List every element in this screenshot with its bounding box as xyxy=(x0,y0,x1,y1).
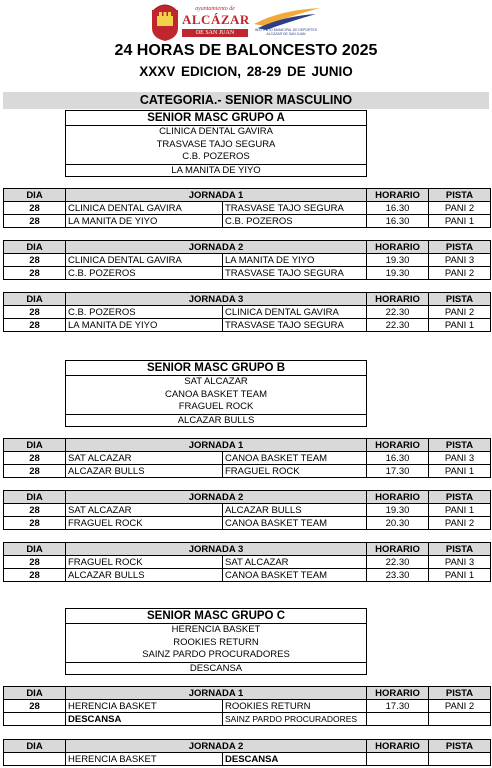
match-away: CANOA BASKET TEAM xyxy=(223,569,367,582)
match-court: PANI 1 xyxy=(429,215,491,228)
match-home: C.B. POZEROS xyxy=(66,306,223,319)
dia-header: DIA xyxy=(4,241,66,254)
group-title: SENIOR MASC GRUPO A xyxy=(66,111,366,126)
group-team: ROOKIES RETURN xyxy=(173,636,259,648)
round-header: JORNADA 2 xyxy=(66,491,367,504)
horario-header: HORARIO xyxy=(367,687,429,700)
schedule-table-a-j1 xyxy=(3,188,491,228)
table-row xyxy=(4,202,491,215)
match-away: ALCAZAR BULLS xyxy=(223,504,367,517)
match-day: 28 xyxy=(4,215,66,228)
horario-header: HORARIO xyxy=(367,189,429,202)
page-title: 24 HORAS DE BALONCESTO 2025 xyxy=(114,42,378,59)
match-day: 28 xyxy=(4,306,66,319)
match-day: 28 xyxy=(4,319,66,332)
round-header: JORNADA 1 xyxy=(66,189,367,202)
table-header-row xyxy=(4,491,491,504)
horario-header: HORARIO xyxy=(367,740,429,753)
match-away: TRASVASE TAJO SEGURA xyxy=(223,202,367,215)
match-home: HERENCIA BASKET xyxy=(66,753,223,766)
match-time: 19.30 xyxy=(367,267,429,280)
dia-header: DIA xyxy=(4,439,66,452)
match-time: 19.30 xyxy=(367,254,429,267)
table-row xyxy=(4,267,491,280)
match-court: PANI 2 xyxy=(429,700,491,713)
match-time: 17.30 xyxy=(367,700,429,713)
horario-header: HORARIO xyxy=(367,543,429,556)
group-team: ALCAZAR BULLS xyxy=(66,414,366,427)
dia-header: DIA xyxy=(4,491,66,504)
match-away: TRASVASE TAJO SEGURA xyxy=(223,319,367,332)
match-time xyxy=(367,753,429,766)
schedule-table-b-j1 xyxy=(3,438,491,478)
table-row xyxy=(4,517,491,530)
match-home: CLINICA DENTAL GAVIRA xyxy=(66,202,223,215)
dia-header: DIA xyxy=(4,740,66,753)
schedule-table-c-j2 xyxy=(3,739,491,766)
match-time: 16.30 xyxy=(367,202,429,215)
match-home: HERENCIA BASKET xyxy=(66,700,223,713)
match-away: LA MANITA DE YIYO xyxy=(223,254,367,267)
table-row xyxy=(4,306,491,319)
match-court: PANI 3 xyxy=(429,452,491,465)
match-home: LA MANITA DE YIYO xyxy=(66,319,223,332)
match-away: ROOKIES RETURN xyxy=(223,700,367,713)
group-a-box xyxy=(65,110,367,177)
table-header-row xyxy=(4,189,491,202)
match-home: LA MANITA DE YIYO xyxy=(66,215,223,228)
match-time: 22.30 xyxy=(367,319,429,332)
match-time: 17.30 xyxy=(367,465,429,478)
match-time: 19.30 xyxy=(367,504,429,517)
match-day xyxy=(4,753,66,766)
match-away: SAINZ PARDO PROCURADORES xyxy=(223,713,367,726)
pista-header: PISTA xyxy=(429,189,491,202)
match-away: C.B. POZEROS xyxy=(223,215,367,228)
group-team: FRAGUEL ROCK xyxy=(178,401,254,412)
table-row xyxy=(4,700,491,713)
table-row xyxy=(4,713,491,726)
table-row xyxy=(4,452,491,465)
match-court xyxy=(429,713,491,726)
match-day: 28 xyxy=(4,267,66,280)
match-home: SAT ALCAZAR xyxy=(66,504,223,517)
match-home: ALCAZAR BULLS xyxy=(66,465,223,478)
schedule-table-b-j2 xyxy=(3,490,491,530)
council-logo-line3: DE SAN JUAN xyxy=(182,29,248,37)
match-time: 23.30 xyxy=(367,569,429,582)
group-team: DESCANSA xyxy=(66,662,366,675)
schedule-table-b-j3 xyxy=(3,542,491,582)
match-court: PANI 3 xyxy=(429,254,491,267)
pista-header: PISTA xyxy=(429,740,491,753)
match-day: 28 xyxy=(4,556,66,569)
table-row xyxy=(4,753,491,766)
match-away: SAT ALCAZAR xyxy=(223,556,367,569)
table-row xyxy=(4,465,491,478)
group-team: SAINZ PARDO PROCURADORES xyxy=(142,649,290,660)
council-logo-line2: ALCÁZAR xyxy=(182,12,250,27)
table-row xyxy=(4,569,491,582)
match-day: 28 xyxy=(4,254,66,267)
match-home: C.B. POZEROS xyxy=(66,267,223,280)
table-header-row xyxy=(4,543,491,556)
match-time: 16.30 xyxy=(367,452,429,465)
match-home: SAT ALCAZAR xyxy=(66,452,223,465)
match-day: 28 xyxy=(4,569,66,582)
group-team: SAT ALCAZAR xyxy=(184,376,248,387)
logos-area xyxy=(148,2,348,42)
pista-header: PISTA xyxy=(429,293,491,306)
match-day: 28 xyxy=(4,517,66,530)
table-row xyxy=(4,254,491,267)
pista-header: PISTA xyxy=(429,491,491,504)
council-logo-line1: ayuntamiento de xyxy=(195,6,235,12)
group-b-box xyxy=(65,360,367,427)
group-team: LA MANITA DE YIYO xyxy=(66,164,366,177)
match-court: PANI 2 xyxy=(429,202,491,215)
match-day: 28 xyxy=(4,452,66,465)
table-header-row xyxy=(4,439,491,452)
group-team: CANOA BASKET TEAM xyxy=(164,388,268,400)
horario-header: HORARIO xyxy=(367,241,429,254)
match-time: 22.30 xyxy=(367,306,429,319)
match-court: PANI 1 xyxy=(429,504,491,517)
match-court: PANI 1 xyxy=(429,465,491,478)
category-banner: CATEGORIA.- SENIOR MASCULINO xyxy=(3,92,489,109)
schedule-table-a-j2 xyxy=(3,240,491,280)
group-c-box xyxy=(65,608,367,675)
horario-header: HORARIO xyxy=(367,491,429,504)
schedule-table-a-j3 xyxy=(3,292,491,332)
match-home: FRAGUEL ROCK xyxy=(66,556,223,569)
horario-header: HORARIO xyxy=(367,439,429,452)
pista-header: PISTA xyxy=(429,543,491,556)
group-team: CLINICA DENTAL GAVIRA xyxy=(159,126,273,137)
match-home: ALCAZAR BULLS xyxy=(66,569,223,582)
table-row xyxy=(4,504,491,517)
round-header: JORNADA 3 xyxy=(66,293,367,306)
round-header: JORNADA 2 xyxy=(66,740,367,753)
pista-header: PISTA xyxy=(429,241,491,254)
match-court: PANI 2 xyxy=(429,517,491,530)
table-header-row xyxy=(4,740,491,753)
match-court xyxy=(429,753,491,766)
match-home: DESCANSA xyxy=(66,713,223,726)
match-day: 28 xyxy=(4,504,66,517)
match-time: 20.30 xyxy=(367,517,429,530)
group-team: C.B. POZEROS xyxy=(182,151,250,162)
match-time: 22.30 xyxy=(367,556,429,569)
match-time: 16.30 xyxy=(367,215,429,228)
schedule-table-c-j1 xyxy=(3,686,491,726)
match-away: CANOA BASKET TEAM xyxy=(223,452,367,465)
table-row xyxy=(4,319,491,332)
table-header-row xyxy=(4,293,491,306)
match-home: CLINICA DENTAL GAVIRA xyxy=(66,254,223,267)
dia-header: DIA xyxy=(4,293,66,306)
dia-header: DIA xyxy=(4,687,66,700)
table-header-row xyxy=(4,687,491,700)
match-court: PANI 2 xyxy=(429,267,491,280)
group-title: SENIOR MASC GRUPO C xyxy=(66,609,366,624)
pista-header: PISTA xyxy=(429,439,491,452)
match-day xyxy=(4,713,66,726)
round-header: JORNADA 2 xyxy=(66,241,367,254)
pista-header: PISTA xyxy=(429,687,491,700)
round-header: JORNADA 3 xyxy=(66,543,367,556)
dia-header: DIA xyxy=(4,189,66,202)
sports-institute-text: INSTITUTO MUNICIPAL DE DEPORTES ALCÁZAR DE SAN JUAN xyxy=(254,28,318,36)
match-away: CANOA BASKET TEAM xyxy=(223,517,367,530)
group-team: TRASVASE TAJO SEGURA xyxy=(156,138,276,150)
match-away: CLINICA DENTAL GAVIRA xyxy=(223,306,367,319)
match-court: PANI 1 xyxy=(429,569,491,582)
match-time xyxy=(367,713,429,726)
match-day: 28 xyxy=(4,700,66,713)
group-team: HERENCIA BASKET xyxy=(171,624,261,635)
match-court: PANI 2 xyxy=(429,306,491,319)
match-away: FRAGUEL ROCK xyxy=(223,465,367,478)
table-header-row xyxy=(4,241,491,254)
page-subtitle: XXXV EDICION, 28-29 DE JUNIO xyxy=(139,64,353,79)
horario-header: HORARIO xyxy=(367,293,429,306)
table-row xyxy=(4,556,491,569)
match-court: PANI 1 xyxy=(429,319,491,332)
round-header: JORNADA 1 xyxy=(66,687,367,700)
match-court: PANI 3 xyxy=(429,556,491,569)
match-away: TRASVASE TAJO SEGURA xyxy=(223,267,367,280)
match-home: FRAGUEL ROCK xyxy=(66,517,223,530)
match-day: 28 xyxy=(4,465,66,478)
match-away: DESCANSA xyxy=(223,753,367,766)
match-day: 28 xyxy=(4,202,66,215)
dia-header: DIA xyxy=(4,543,66,556)
group-title: SENIOR MASC GRUPO B xyxy=(66,361,366,376)
table-row xyxy=(4,215,491,228)
round-header: JORNADA 1 xyxy=(66,439,367,452)
